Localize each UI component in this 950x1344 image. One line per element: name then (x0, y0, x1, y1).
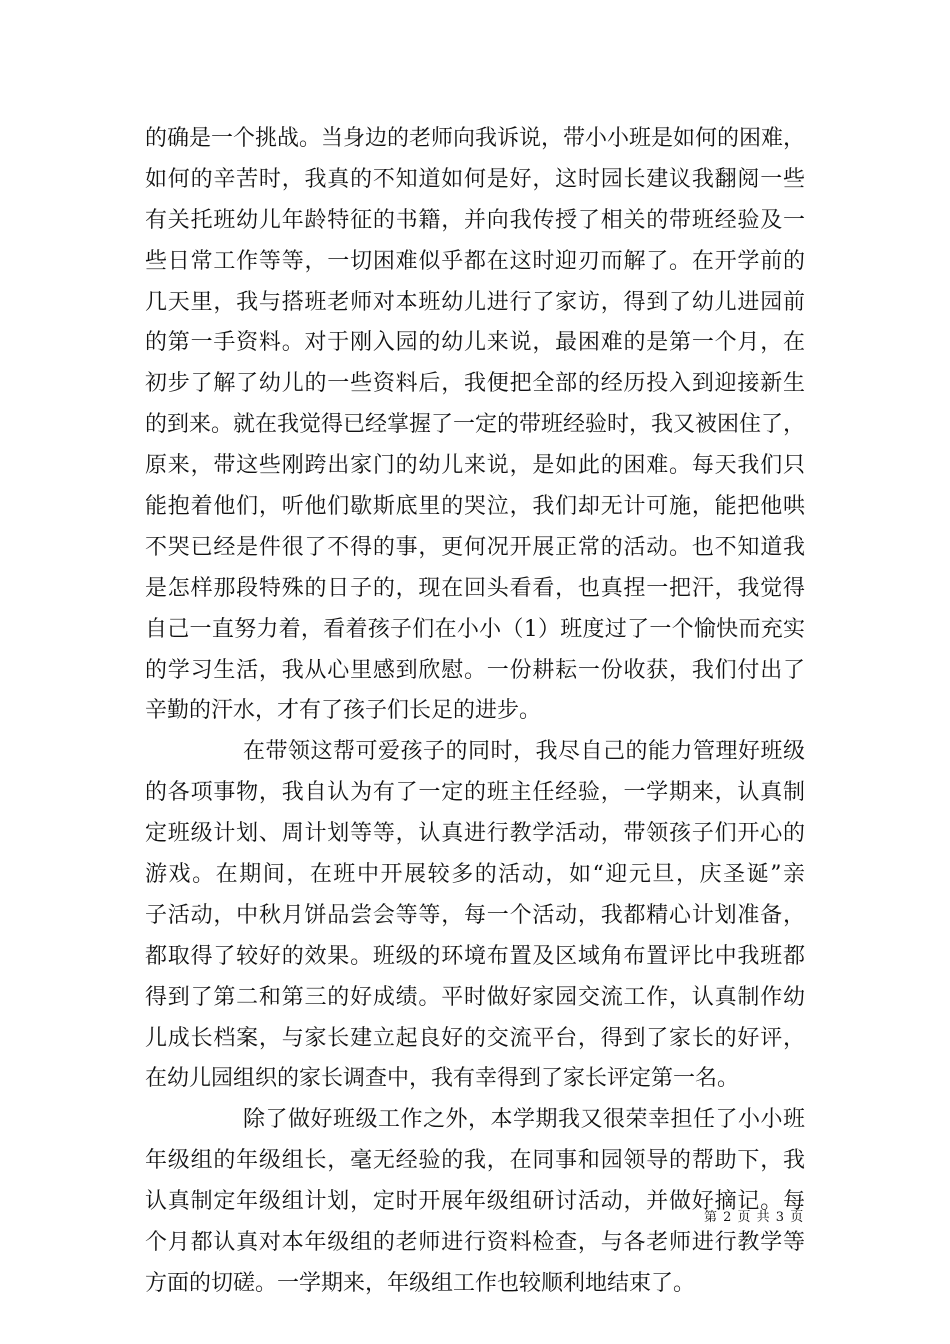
text-line: 几天里，我与搭班老师对本班幼儿进行了家访，得到了幼儿进园前 (145, 289, 805, 315)
text-line: 些日常工作等等，一切困难似乎都在这时迎刃而解了。在开学前的 (145, 248, 805, 274)
text-line: 的确是一个挑战。当身边的老师向我诉说，带小小班是如何的困难， (145, 126, 806, 151)
text-line: 的各项事物，我自认为有了一定的班主任经验，一学期来，认真制 (145, 780, 805, 806)
text-line: 是怎样那段特殊的日子的，现在回头看看，也真捏一把汗，我觉得 (145, 575, 805, 601)
text-line: 年级组的年级组长，毫无经验的我，在同事和园领导的帮助下，我 (145, 1148, 805, 1174)
paragraph-first-line: 在带领这帮可爱孩子的同时，我尽自己的能力管理好班级 (243, 739, 805, 765)
text-line: 的学习生活，我从心里感到欣慰。一份耕耘一份收获，我们付出了 (145, 657, 805, 683)
text-line: 子活动，中秋月饼品尝会等等，每一个活动，我都精心计划准备， (145, 902, 805, 928)
text-line: 儿成长档案，与家长建立起良好的交流平台，得到了家长的好评， (145, 1025, 805, 1051)
text-line: 认真制定年级组计划，定时开展年级组研讨活动，并做好摘记。每 (145, 1189, 805, 1215)
text-line: 自己一直努力着，看着孩子们在小小（1）班度过了一个愉快而充实 (145, 616, 805, 642)
text-line: 初步了解了幼儿的一些资料后，我便把全部的经历投入到迎接新生 (145, 371, 805, 397)
body-text (145, 119, 805, 1305)
text-line: 在幼儿园组织的家长调查中，我有幸得到了家长评定第一名。 (145, 1066, 740, 1092)
text-line: 辛勤的汗水，才有了孩子们长足的进步。 (145, 698, 542, 724)
text-line: 个月都认真对本年级组的老师进行资料检查，与各老师进行教学等 (145, 1230, 805, 1256)
text-line: 如何的辛苦时，我真的不知道如何是好，这时园长建议我翻阅一些 (145, 166, 805, 192)
text-line: 不哭已经是件很了不得的事，更何况开展正常的活动。也不知道我 (145, 534, 805, 560)
paragraph-first-line: 除了做好班级工作之外，本学期我又很荣幸担任了小小班 (243, 1107, 805, 1133)
text-line: 都取得了较好的效果。班级的环境布置及区域角布置评比中我班都 (145, 943, 805, 969)
text-line: 能抱着他们，听他们歇斯底里的哭泣，我们却无计可施，能把他哄 (145, 494, 805, 520)
text-line: 定班级计划、周计划等等，认真进行教学活动，带领孩子们开心的 (145, 821, 805, 847)
text-line: 原来，带这些刚跨出家门的幼儿来说，是如此的困难。每天我们只 (145, 453, 805, 479)
text-line: 游戏。在期间，在班中开展较多的活动，如“迎元旦，庆圣诞”亲 (145, 862, 805, 888)
text-line: 得到了第二和第三的好成绩。平时做好家园交流工作，认真制作幼 (145, 984, 805, 1010)
text-line: 的到来。就在我觉得已经掌握了一定的带班经验时，我又被困住了， (145, 412, 806, 438)
text-line: 有关托班幼儿年龄特征的书籍，并向我传授了相关的带班经验及一 (145, 207, 805, 233)
page-number: 第 2 页 共 3 页 (704, 1210, 805, 1225)
text-line: 的第一手资料。对于刚入园的幼儿来说，最困难的是第一个月，在 (145, 330, 805, 356)
text-line: 方面的切磋。一学期来，年级组工作也较顺利地结束了。 (145, 1270, 696, 1296)
